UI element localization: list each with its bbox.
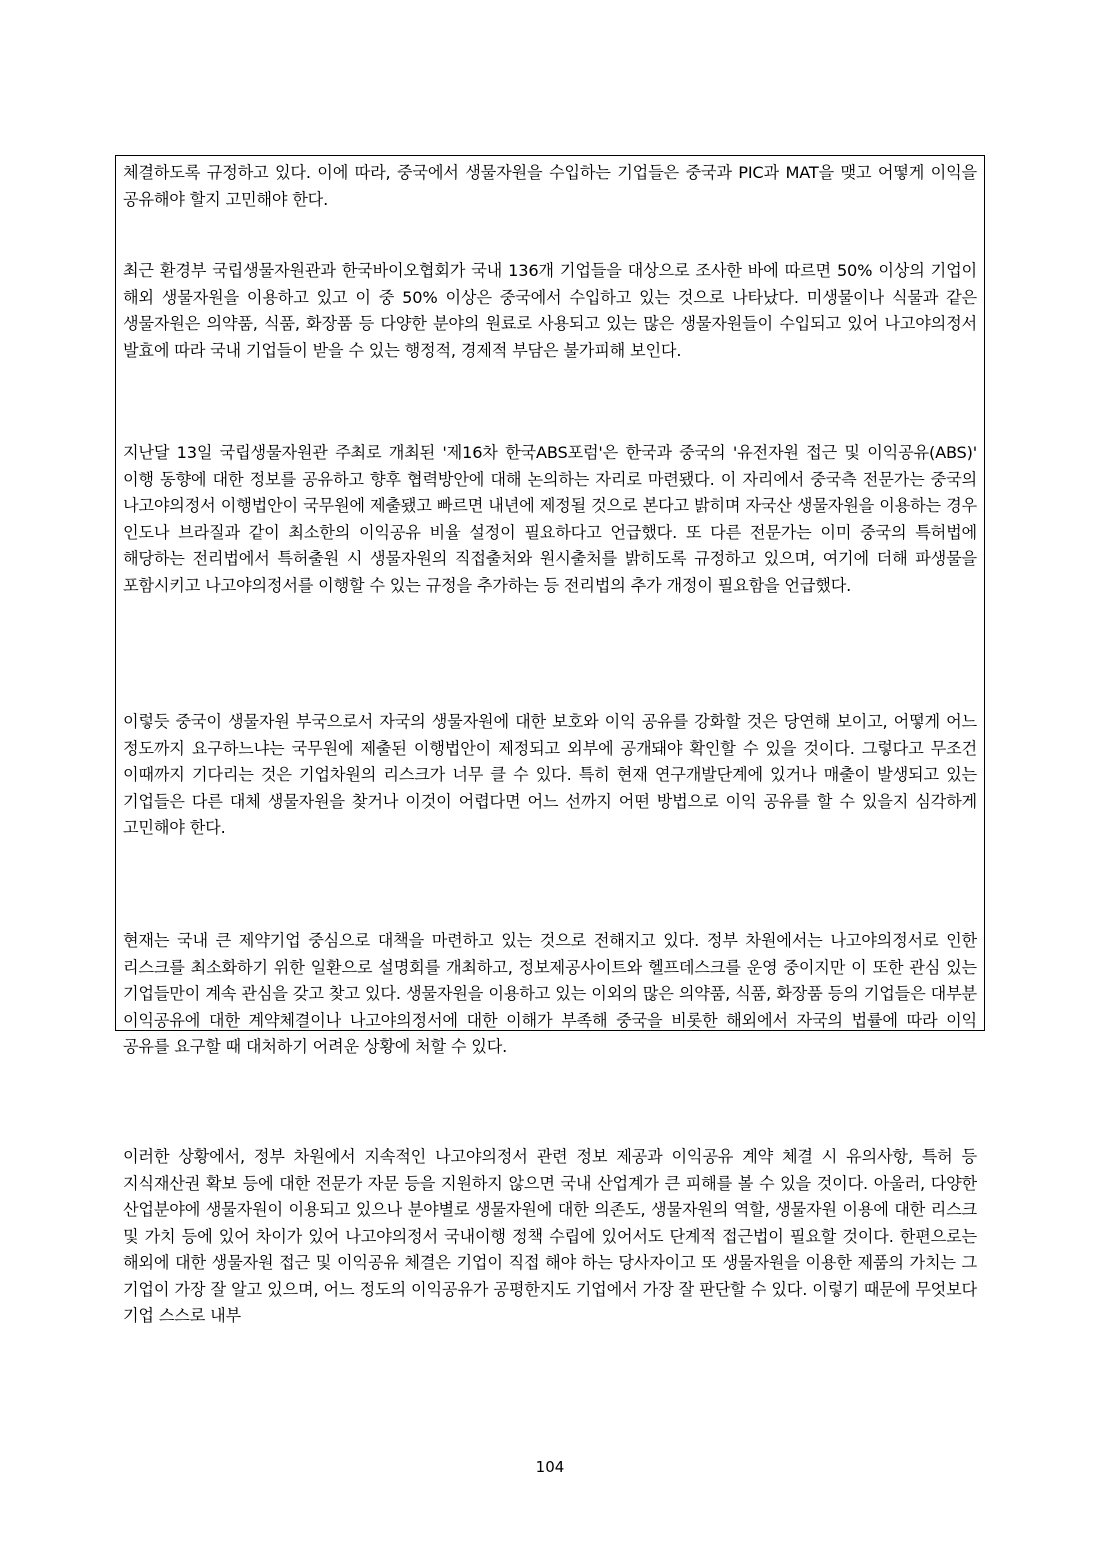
paragraph-6: 이러한 상황에서, 정부 차원에서 지속적인 나고야의정서 관련 정보 제공과 이익공유 계약 체결 시 유의사항, 특허 등 지식재산권 확보 등에 대한 전문가 자문 등을 지원하지 않으면 국내 산업계가 큰 피해를 볼 수 있을 것이다. 아울러, 다양한 산업분야에 생물자원이 이용되고 있으나 분야별로 생물자원에 대한 의존도, 생물자원의 역할, 생물자원 이용에 대한 리스크 및 가치 등에 있어 차이가 있어 나고야의정서 국내이행 정책 수립에 있어서도 단계적 접근법이 필요할 것이다. 한편으로는 해외에 대한 생물자원 접근 및 이익공유 체결은 기업이 직접 해야 하는 당사자이고 또 생물자원을 이용한 제품의 가치는 그 기업이 가장 잘 알고 있으며, 어느 정도의 이익공유가 공평한지도 기업에서 가장 잘 판단할 수 있다. 이렇기 때문에 무엇보다 기업 스스로 내부	[123, 1147, 977, 1325]
paragraph-1: 체결하도록 규정하고 있다. 이에 따라, 중국에서 생물자원을 수입하는 기업들은 중국과 PIC과 MAT을 맺고 어떻게 이익을 공유해야 할지 고민해야 한다.	[123, 163, 977, 209]
paragraph-3: 지난달 13일 국립생물자원관 주최로 개최된 '제16차 한국ABS포럼'은 한국과 중국의 '유전자원 접근 및 이익공유(ABS)' 이행 동향에 대한 정보를 공유하고 향후 협력방안에 대해 논의하는 자리로 마련됐다. 이 자리에서 중국측 전문가는 중국의 나고야의정서 이행법안이 국무원에 제출됐고 빠르면 내년에 제정될 것으로 본다고 밝히며 자국산 생물자원을 이용하는 경우 인도나 브라질과 같이 최소한의 이익공유 비율 설정이 필요하다고 언급했다. 또 다른 전문가는 이미 중국의 특허법에 해당하는 전리법에서 특허출원 시 생물자원의 직접출처와 원시출처를 밝히도록 규정하고 있으며, 여기에 더해 파생물을 포함시키고 나고야의정서를 이행할 수 있는 규정을 추가하는 등 전리법의 추가 개정이 필요함을 언급했다.	[123, 443, 977, 595]
paragraph-2: 최근 환경부 국립생물자원관과 한국바이오협회가 국내 136개 기업들을 대상으로 조사한 바에 따르면 50% 이상의 기업이 해외 생물자원을 이용하고 있고 이 중 50% 이상은 중국에서 수입하고 있는 것으로 나타났다. 미생물이나 식물과 같은 생물자원은 의약품, 식품, 화장품 등 다양한 분야의 원료로 사용되고 있는 많은 생물자원들이 수입되고 있어 나고야의정서 발효에 따라 국내 기업들이 받을 수 있는 행정적, 경제적 부담은 불가피해 보인다.	[123, 261, 977, 360]
article-text-box	[115, 155, 985, 1325]
paragraph-5: 현재는 국내 큰 제약기업 중심으로 대책을 마련하고 있는 것으로 전해지고 있다. 정부 차원에서는 나고야의정서로 인한 리스크를 최소화하기 위한 일환으로 설명회를 개최하고, 정보제공사이트와 헬프데스크를 운영 중이지만 이 또한 관심 있는 기업들만이 계속 관심을 갖고 찾고 있다. 생물자원을 이용하고 있는 이외의 많은 의약품, 식품, 화장품 등의 기업들은 대부분 이익공유에 대한 계약체결이나 나고야의정서에 대한 이해가 부족해 중국을 비롯한 해외에서 자국의 법률에 따라 이익 공유를 요구할 때 대처하기 어려운 상황에 처할 수 있다.	[123, 931, 977, 1056]
paragraph-4: 이렇듯 중국이 생물자원 부국으로서 자국의 생물자원에 대한 보호와 이익 공유를 강화할 것은 당연해 보이고, 어떻게 어느 정도까지 요구하느냐는 국무원에 제출된 이행법안이 제정되고 외부에 공개돼야 확인할 수 있을 것이다. 그렇다고 무조건 이때까지 기다리는 것은 기업차원의 리스크가 너무 클 수 있다. 특히 현재 연구개발단계에 있거나 매출이 발생되고 있는 기업들은 다른 대체 생물자원을 찾거나 이것이 어렵다면 어느 선까지 어떤 방법으로 이익 공유를 할 수 있을지 심각하게 고민해야 한다.	[123, 712, 977, 837]
page-number: 104	[535, 1458, 565, 1476]
